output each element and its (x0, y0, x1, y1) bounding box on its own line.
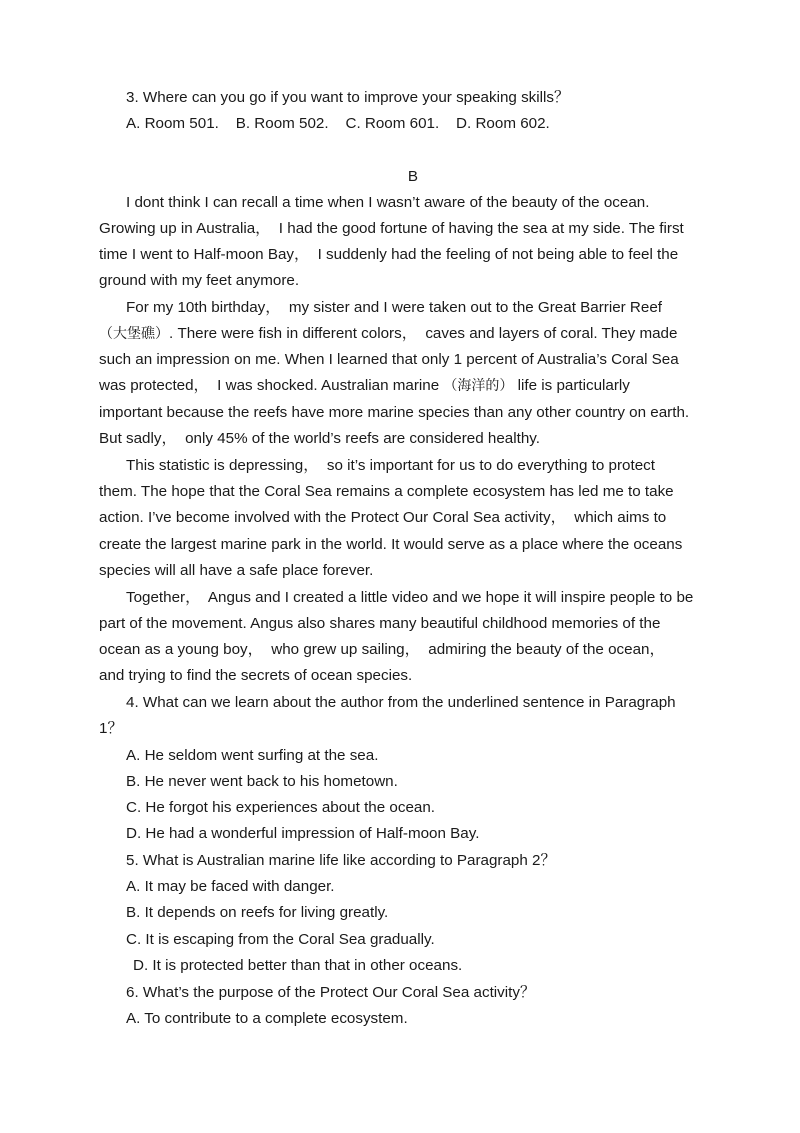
passage-p4-line2: part of the movement. Angus also shares many beautiful childhood memories of the (99, 615, 661, 632)
passage-p2-cjk-gloss-2: （海洋的） (443, 378, 514, 394)
passage-p1-line2: Growing up in Australia， I had the good fortune of having the sea at my side. The first (99, 220, 684, 237)
passage-p2-line6: But sadly， only 45% of the world’s reefs are considered healthy. (99, 430, 540, 447)
question-4-stem: 4. What can we learn about the author from the underlined sentence in Paragraph (126, 694, 676, 711)
question-5-option-d: D. It is protected better than that in other oceans. (133, 957, 463, 974)
passage-p2-line2 (99, 324, 677, 344)
passage-p2-line3: such an impression on me. When I learned that only 1 percent of Australia’s Coral Sea (99, 351, 679, 368)
passage-p2-line4-b: life is particularly (513, 377, 630, 394)
passage-p1-line1: I dont think I can recall a time when I wasn’t aware of the beauty of the ocean. (126, 194, 650, 211)
question-4-stem-cont: 1？ (99, 720, 123, 737)
passage-p2-line4 (99, 376, 630, 396)
passage-p2-line2-text: . There were fish in different colors， caves and layers of coral. They made (169, 325, 678, 342)
passage-p4-line4: and trying to find the secrets of ocean species. (99, 667, 413, 684)
passage-p3-line3: action. I’ve become involved with the Protect Our Coral Sea activity， which aims to (99, 509, 667, 526)
question-5-option-b: B. It depends on reefs for living greatly. (126, 904, 389, 921)
question-4-option-d: D. He had a wonderful impression of Half-moon Bay. (126, 825, 480, 842)
passage-p1-line4: ground with my feet anymore. (99, 272, 300, 289)
passage-p3-line4: create the largest marine park in the world. It would serve as a place where the oceans (99, 536, 683, 553)
question-5-option-c: C. It is escaping from the Coral Sea gradually. (126, 931, 435, 948)
question-4-option-c: C. He forgot his experiences about the ocean. (126, 799, 436, 816)
passage-p1-line3: time I went to Half-moon Bay， I suddenly had the feeling of not being able to feel the (99, 246, 679, 263)
passage-p2-line4-a: was protected， I was shocked. Australian marine (99, 377, 444, 394)
passage-p4-line1: Together， Angus and I created a little video and we hope it will inspire people to be (126, 589, 694, 606)
passage-p2-line5: important because the reefs have more marine species than any other country on earth. (99, 404, 690, 421)
question-5-option-a: A. It may be faced with danger. (126, 878, 335, 895)
passage-p4-line3: ocean as a young boy， who grew up sailing， admiring the beauty of the ocean， (99, 641, 665, 658)
question-6-option-a: A. To contribute to a complete ecosystem. (126, 1010, 408, 1027)
question-6-stem: 6. What’s the purpose of the Protect Our Coral Sea activity？ (126, 984, 536, 1001)
question-5-stem: 5. What is Australian marine life like according to Paragraph 2？ (126, 852, 556, 869)
section-b-heading: B (407, 168, 419, 185)
question-4-option-a: A. He seldom went surfing at the sea. (126, 747, 379, 764)
question-4-option-b: B. He never went back to his hometown. (126, 773, 398, 790)
question-3-options: A. Room 501. B. Room 502. C. Room 601. D. Room 602. (126, 115, 550, 132)
passage-p3-line2: them. The hope that the Coral Sea remains a complete ecosystem has led me to take (99, 483, 674, 500)
question-3-stem: 3. Where can you go if you want to improve your speaking skills？ (126, 89, 570, 106)
passage-p2-cjk-gloss: （大堡礁） (99, 326, 169, 342)
passage-p2-line1: For my 10th birthday， my sister and I were taken out to the Great Barrier Reef (126, 299, 663, 316)
passage-p3-line5: species will all have a safe place forever. (99, 562, 374, 579)
passage-p3-line1: This statistic is depressing， so it’s important for us to do everything to protect (126, 457, 655, 474)
